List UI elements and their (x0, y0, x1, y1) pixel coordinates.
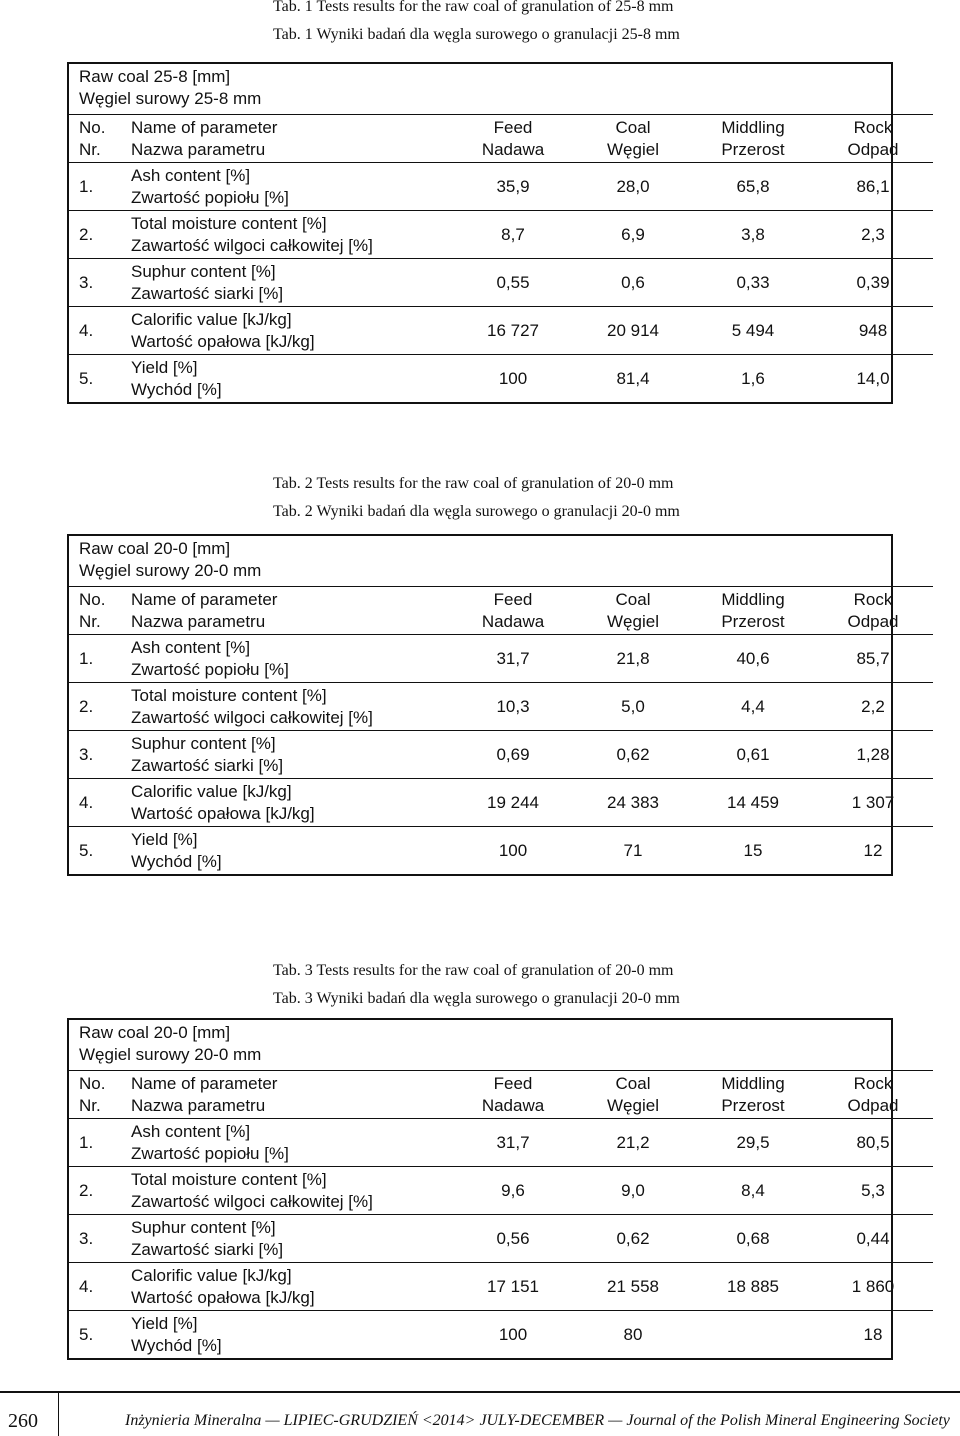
value-cell: 5,3 (861, 1180, 885, 1200)
value-cell: 0,62 (616, 1228, 650, 1248)
value-cell: 0,33 (736, 272, 770, 292)
value-cell: 29,5 (736, 1132, 770, 1152)
row-number: 2. (69, 1166, 121, 1214)
parameter-name (121, 258, 441, 306)
header-no (69, 114, 121, 162)
value-cell: 21,8 (616, 648, 650, 668)
column-header-pl: Nadawa (481, 139, 545, 159)
value-cell: 81,4 (616, 368, 650, 388)
journal-name: Inżynieria Mineralna — LIPIEC-GRUDZIEŃ <2014> JULY-DECEMBER — Journal of the Polish Mineral Engineering Society (125, 1412, 950, 1429)
header-name-en: Name of parameter (131, 117, 278, 137)
value-cell: 6,9 (621, 224, 645, 244)
value-cell: 19 244 (487, 792, 539, 812)
parameter-name (121, 162, 441, 210)
parameter-name-pl: Wartość opałowa [kJ/kg] (131, 331, 315, 351)
header-name-pl: Nazwa parametru (131, 1095, 266, 1115)
row-values (441, 778, 933, 826)
table-title (69, 1020, 891, 1070)
header-no-pl: Nr. (79, 611, 101, 631)
parameter-name-en: Total moisture content [%] (131, 213, 327, 233)
row-number: 1. (69, 1118, 121, 1166)
parameter-name (121, 778, 441, 826)
header-no-pl: Nr. (79, 1095, 101, 1115)
table-grid (69, 114, 899, 402)
row-values (441, 826, 933, 874)
table-1-caption (0, 0, 960, 49)
column-header-en: Feed (493, 589, 533, 609)
table-3 (67, 1018, 899, 1360)
header-columns (441, 586, 933, 634)
caption-en: Tab. 2 Tests results for the raw coal of granulation of 20-0 mm (273, 475, 674, 492)
column-header-pl: Odpad (847, 1095, 899, 1115)
title-en: Raw coal 25-8 [mm] (79, 67, 231, 86)
parameter-name-pl: Wartość opałowa [kJ/kg] (131, 1287, 315, 1307)
caption-pl: Tab. 2 Wyniki badań dla węgla surowego o granulacji 20-0 mm (273, 503, 680, 520)
row-values (441, 1214, 933, 1262)
value-cell: 15 (743, 840, 763, 860)
value-cell: 1,28 (856, 744, 890, 764)
parameter-name (121, 682, 441, 730)
value-cell: 0,69 (496, 744, 530, 764)
value-cell: 21,2 (616, 1132, 650, 1152)
value-cell: 80,5 (856, 1132, 890, 1152)
column-header-en: Middling (721, 117, 785, 137)
row-values (441, 1118, 933, 1166)
value-cell: 0,62 (616, 744, 650, 764)
value-cell: 85,7 (856, 648, 890, 668)
header-name-en: Name of parameter (131, 589, 278, 609)
parameter-name-pl: Wartość opałowa [kJ/kg] (131, 803, 315, 823)
row-values (441, 210, 933, 258)
column-header-pl: Przerost (721, 139, 785, 159)
header-no (69, 586, 121, 634)
value-cell: 8,4 (741, 1180, 765, 1200)
value-cell: 10,3 (496, 696, 530, 716)
value-cell: 14 459 (727, 792, 779, 812)
value-cell: 21 558 (607, 1276, 659, 1296)
header-no-en: No. (79, 589, 106, 609)
table-3-caption (0, 957, 960, 1013)
value-cell: 20 914 (607, 320, 659, 340)
row-number: 5. (69, 354, 121, 402)
value-cell: 17 151 (487, 1276, 539, 1296)
column-header-en: Rock (853, 589, 893, 609)
row-number: 5. (69, 1310, 121, 1358)
parameter-name-en: Calorific value [kJ/kg] (131, 781, 292, 801)
header-columns (441, 1070, 933, 1118)
parameter-name-en: Total moisture content [%] (131, 1169, 327, 1189)
parameter-name (121, 1166, 441, 1214)
value-cell: 1 860 (851, 1276, 895, 1296)
column-header-pl: Węgiel (607, 1095, 659, 1115)
value-cell: 24 383 (607, 792, 659, 812)
value-cell: 100 (498, 840, 528, 860)
parameter-name-en: Suphur content [%] (131, 261, 276, 281)
value-cell: 86,1 (856, 176, 890, 196)
column-header-en: Coal (615, 117, 651, 137)
header-name-pl: Nazwa parametru (131, 139, 266, 159)
value-cell: 0,55 (496, 272, 530, 292)
row-values (441, 1166, 933, 1214)
parameter-name (121, 210, 441, 258)
parameter-name-en: Yield [%] (131, 829, 198, 849)
value-cell: 18 885 (727, 1276, 779, 1296)
value-cell: 3,8 (741, 224, 765, 244)
column-header (693, 587, 813, 634)
header-name (121, 1070, 441, 1118)
column-header (573, 587, 693, 634)
column-header (693, 1071, 813, 1118)
row-number: 1. (69, 634, 121, 682)
column-header (573, 1071, 693, 1118)
parameter-name (121, 354, 441, 402)
column-header-pl: Węgiel (607, 611, 659, 631)
column-header-en: Coal (615, 589, 651, 609)
value-cell: 0,6 (621, 272, 645, 292)
column-header (453, 1071, 573, 1118)
row-number: 4. (69, 1262, 121, 1310)
value-cell: 0,68 (736, 1228, 770, 1248)
row-number: 4. (69, 778, 121, 826)
row-number: 2. (69, 210, 121, 258)
parameter-name-en: Ash content [%] (131, 1121, 251, 1141)
parameter-name (121, 730, 441, 778)
parameter-name-pl: Zwartość popiołu [%] (131, 659, 289, 679)
value-cell: 12 (863, 840, 883, 860)
value-cell: 948 (858, 320, 888, 340)
row-values (441, 682, 933, 730)
value-cell: 8,7 (501, 224, 525, 244)
value-cell: 31,7 (496, 648, 530, 668)
parameter-name-en: Ash content [%] (131, 637, 251, 657)
table-title (69, 536, 891, 586)
title-en: Raw coal 20-0 [mm] (79, 539, 231, 558)
parameter-name-pl: Wychód [%] (131, 1335, 222, 1355)
parameter-name-en: Yield [%] (131, 357, 198, 377)
value-cell: 35,9 (496, 176, 530, 196)
header-name-en: Name of parameter (131, 1073, 278, 1093)
parameter-name-pl: Zawartość wilgoci całkowitej [%] (131, 707, 373, 727)
column-header (813, 115, 933, 162)
row-values (441, 634, 933, 682)
parameter-name-pl: Wychód [%] (131, 379, 222, 399)
row-number: 3. (69, 730, 121, 778)
parameter-name-en: Calorific value [kJ/kg] (131, 1265, 292, 1285)
parameter-name (121, 634, 441, 682)
row-number: 3. (69, 258, 121, 306)
value-cell: 0,44 (856, 1228, 890, 1248)
title-pl: Węgiel surowy 25-8 mm (79, 89, 262, 108)
column-header-pl: Przerost (721, 1095, 785, 1115)
column-header (813, 587, 933, 634)
column-header-en: Coal (615, 1073, 651, 1093)
parameter-name (121, 1214, 441, 1262)
value-cell: 0,39 (856, 272, 890, 292)
parameter-name (121, 1118, 441, 1166)
parameter-name-pl: Zawartość siarki [%] (131, 283, 284, 303)
header-name-pl: Nazwa parametru (131, 611, 266, 631)
value-cell: 100 (498, 368, 528, 388)
header-columns (441, 114, 933, 162)
parameter-name-en: Suphur content [%] (131, 1217, 276, 1237)
column-header-en: Rock (853, 1073, 893, 1093)
table-grid (69, 586, 899, 874)
value-cell: 0,56 (496, 1228, 530, 1248)
row-number: 1. (69, 162, 121, 210)
column-header-en: Feed (493, 117, 533, 137)
table-2-caption (0, 470, 960, 526)
column-header (813, 1071, 933, 1118)
column-header-pl: Nadawa (481, 611, 545, 631)
value-cell: 2,2 (861, 696, 885, 716)
table-grid (69, 1070, 899, 1358)
parameter-name-en: Ash content [%] (131, 165, 251, 185)
value-cell: 1,6 (741, 368, 765, 388)
column-header-pl: Przerost (721, 611, 785, 631)
column-header-en: Middling (721, 589, 785, 609)
value-cell: 14,0 (856, 368, 890, 388)
column-header (453, 115, 573, 162)
value-cell: 16 727 (487, 320, 539, 340)
row-values (441, 730, 933, 778)
row-values (441, 1310, 933, 1358)
parameter-name-en: Calorific value [kJ/kg] (131, 309, 292, 329)
value-cell: 0,61 (736, 744, 770, 764)
value-cell: 4,4 (741, 696, 765, 716)
value-cell: 5 494 (731, 320, 775, 340)
value-cell: 18 (863, 1324, 883, 1344)
value-cell: 31,7 (496, 1132, 530, 1152)
parameter-name (121, 1262, 441, 1310)
table-title (69, 64, 891, 114)
column-header (693, 115, 813, 162)
parameter-name-en: Total moisture content [%] (131, 685, 327, 705)
value-cell: 5,0 (621, 696, 645, 716)
value-cell: 80 (623, 1324, 643, 1344)
parameter-name-pl: Zwartość popiołu [%] (131, 187, 289, 207)
column-header-en: Middling (721, 1073, 785, 1093)
value-cell (693, 1311, 813, 1358)
row-number: 3. (69, 1214, 121, 1262)
parameter-name (121, 826, 441, 874)
parameter-name-pl: Zwartość popiołu [%] (131, 1143, 289, 1163)
row-number: 4. (69, 306, 121, 354)
table-1 (67, 62, 899, 404)
header-name (121, 586, 441, 634)
parameter-name-pl: Zawartość siarki [%] (131, 1239, 284, 1259)
header-name (121, 114, 441, 162)
title-pl: Węgiel surowy 20-0 mm (79, 561, 262, 580)
parameter-name-pl: Wychód [%] (131, 851, 222, 871)
parameter-name-pl: Zawartość siarki [%] (131, 755, 284, 775)
value-cell: 9,6 (501, 1180, 525, 1200)
parameter-name-pl: Zawartość wilgoci całkowitej [%] (131, 1191, 373, 1211)
header-no-en: No. (79, 117, 106, 137)
parameter-name-en: Yield [%] (131, 1313, 198, 1333)
column-header (453, 587, 573, 634)
parameter-name-pl: Zawartość wilgoci całkowitej [%] (131, 235, 373, 255)
footer-rule (0, 1391, 960, 1393)
parameter-name (121, 306, 441, 354)
caption-pl: Tab. 1 Wyniki badań dla węgla surowego o granulacji 25-8 mm (273, 26, 680, 43)
value-cell: 40,6 (736, 648, 770, 668)
column-header-pl: Węgiel (607, 139, 659, 159)
column-header-pl: Nadawa (481, 1095, 545, 1115)
title-pl: Węgiel surowy 20-0 mm (79, 1045, 262, 1064)
table-2 (67, 534, 899, 876)
value-cell: 65,8 (736, 176, 770, 196)
column-header-pl: Odpad (847, 139, 899, 159)
column-header-en: Feed (493, 1073, 533, 1093)
column-header-en: Rock (853, 117, 893, 137)
column-header-pl: Odpad (847, 611, 899, 631)
value-cell: 28,0 (616, 176, 650, 196)
caption-en: Tab. 3 Tests results for the raw coal of granulation of 20-0 mm (273, 962, 674, 979)
value-cell: 71 (623, 840, 643, 860)
row-number: 2. (69, 682, 121, 730)
parameter-name (121, 1310, 441, 1358)
caption-en: Tab. 1 Tests results for the raw coal of granulation of 25-8 mm (273, 0, 674, 15)
row-values (441, 306, 933, 354)
value-cell: 2,3 (861, 224, 885, 244)
value-cell: 100 (498, 1324, 528, 1344)
row-values (441, 258, 933, 306)
row-values (441, 1262, 933, 1310)
page-number: 260 (8, 1410, 38, 1432)
caption-pl: Tab. 3 Wyniki badań dla węgla surowego o granulacji 20-0 mm (273, 990, 680, 1007)
row-number: 5. (69, 826, 121, 874)
parameter-name-en: Suphur content [%] (131, 733, 276, 753)
value-cell: 1 307 (851, 792, 895, 812)
header-no-pl: Nr. (79, 139, 101, 159)
header-no (69, 1070, 121, 1118)
column-header (573, 115, 693, 162)
row-values (441, 162, 933, 210)
row-values (441, 354, 933, 402)
page-footer (0, 1408, 960, 1432)
title-en: Raw coal 20-0 [mm] (79, 1023, 231, 1042)
value-cell: 9,0 (621, 1180, 645, 1200)
header-no-en: No. (79, 1073, 106, 1093)
